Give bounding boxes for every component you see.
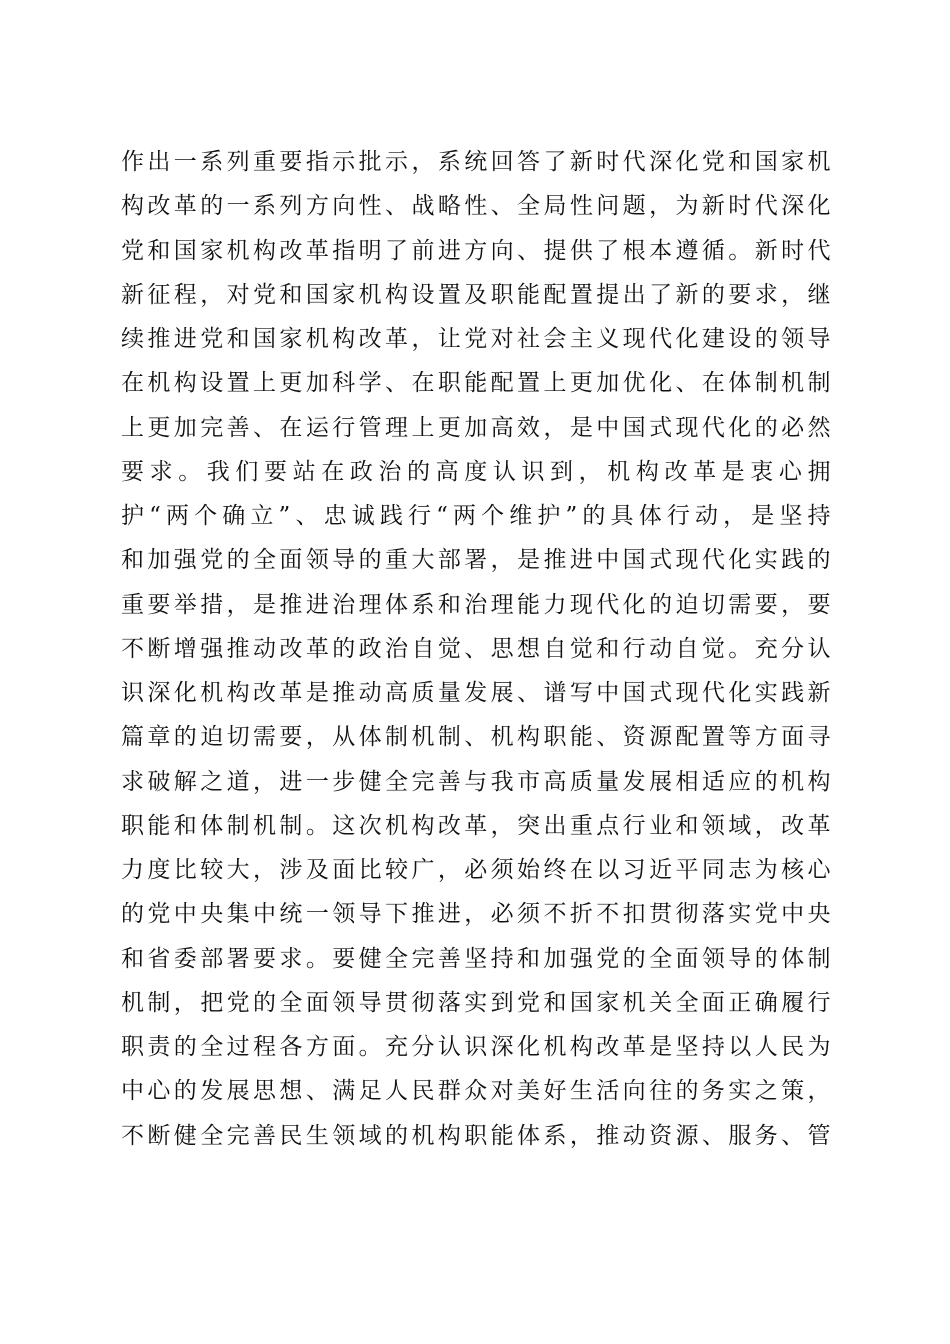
text-line: 在机构设置上更加科学、在职能配置上更加优化、在体制机制: [121, 370, 831, 397]
text-line: 上更加完善、在运行管理上更加高效，是中国式现代化的必然: [121, 414, 831, 441]
text-line: 要求。我们要站在政治的高度认识到，机构改革是衷心拥: [121, 458, 831, 485]
text-line: 不断健全完善民生领域的机构职能体系，推动资源、服务、管: [121, 1122, 831, 1149]
text-line: 篇章的迫切需要，从体制机制、机构职能、资源配置等方面寻: [121, 724, 831, 751]
text-line: 新征程，对党和国家机构设置及职能配置提出了新的要求，继: [121, 281, 831, 308]
body-paragraph: [121, 140, 831, 1158]
text-line: 重要举措，是推进治理体系和治理能力现代化的迫切需要，要: [121, 591, 831, 618]
text-line: 不断增强推动改革的政治自觉、思想自觉和行动自觉。充分认: [121, 635, 831, 662]
text-line: 识深化机构改革是推动高质量发展、谱写中国式现代化实践新: [121, 680, 831, 706]
text-line: 党和国家机构改革指明了前进方向、提供了根本遵循。新时代: [121, 237, 831, 264]
text-line: 的党中央集中统一领导下推进，必须不折不扣贯彻落实党中央: [121, 901, 831, 928]
text-line: 和加强党的全面领导的重大部署，是推进中国式现代化实践的: [121, 547, 831, 574]
text-line: 机制，把党的全面领导贯彻落实到党和国家机关全面正确履行: [121, 989, 831, 1016]
text-line: 作出一系列重要指示批示，系统回答了新时代深化党和国家机: [121, 149, 831, 175]
text-line: 和省委部署要求。要健全完善坚持和加强党的全面领导的体制: [121, 945, 831, 972]
text-line: 构改革的一系列方向性、战略性、全局性问题，为新时代深化: [121, 193, 831, 220]
text-line: 职能和体制机制。这次机构改革，突出重点行业和领域，改革: [121, 812, 831, 839]
text-line: 中心的发展思想、满足人民群众对美好生活向往的务实之策，: [121, 1078, 831, 1105]
text-line: 力度比较大，涉及面比较广，必须始终在以习近平同志为核心: [121, 857, 831, 883]
text-line: 续推进党和国家机构改革，让党对社会主义现代化建设的领导: [121, 326, 831, 352]
text-line: 求破解之道，进一步健全完善与我市高质量发展相适应的机构: [121, 768, 831, 795]
text-line: 护“两个确立”、忠诚践行“两个维护”的具体行动，是坚持: [121, 503, 831, 529]
text-line: 职责的全过程各方面。充分认识深化机构改革是坚持以人民为: [121, 1034, 831, 1060]
